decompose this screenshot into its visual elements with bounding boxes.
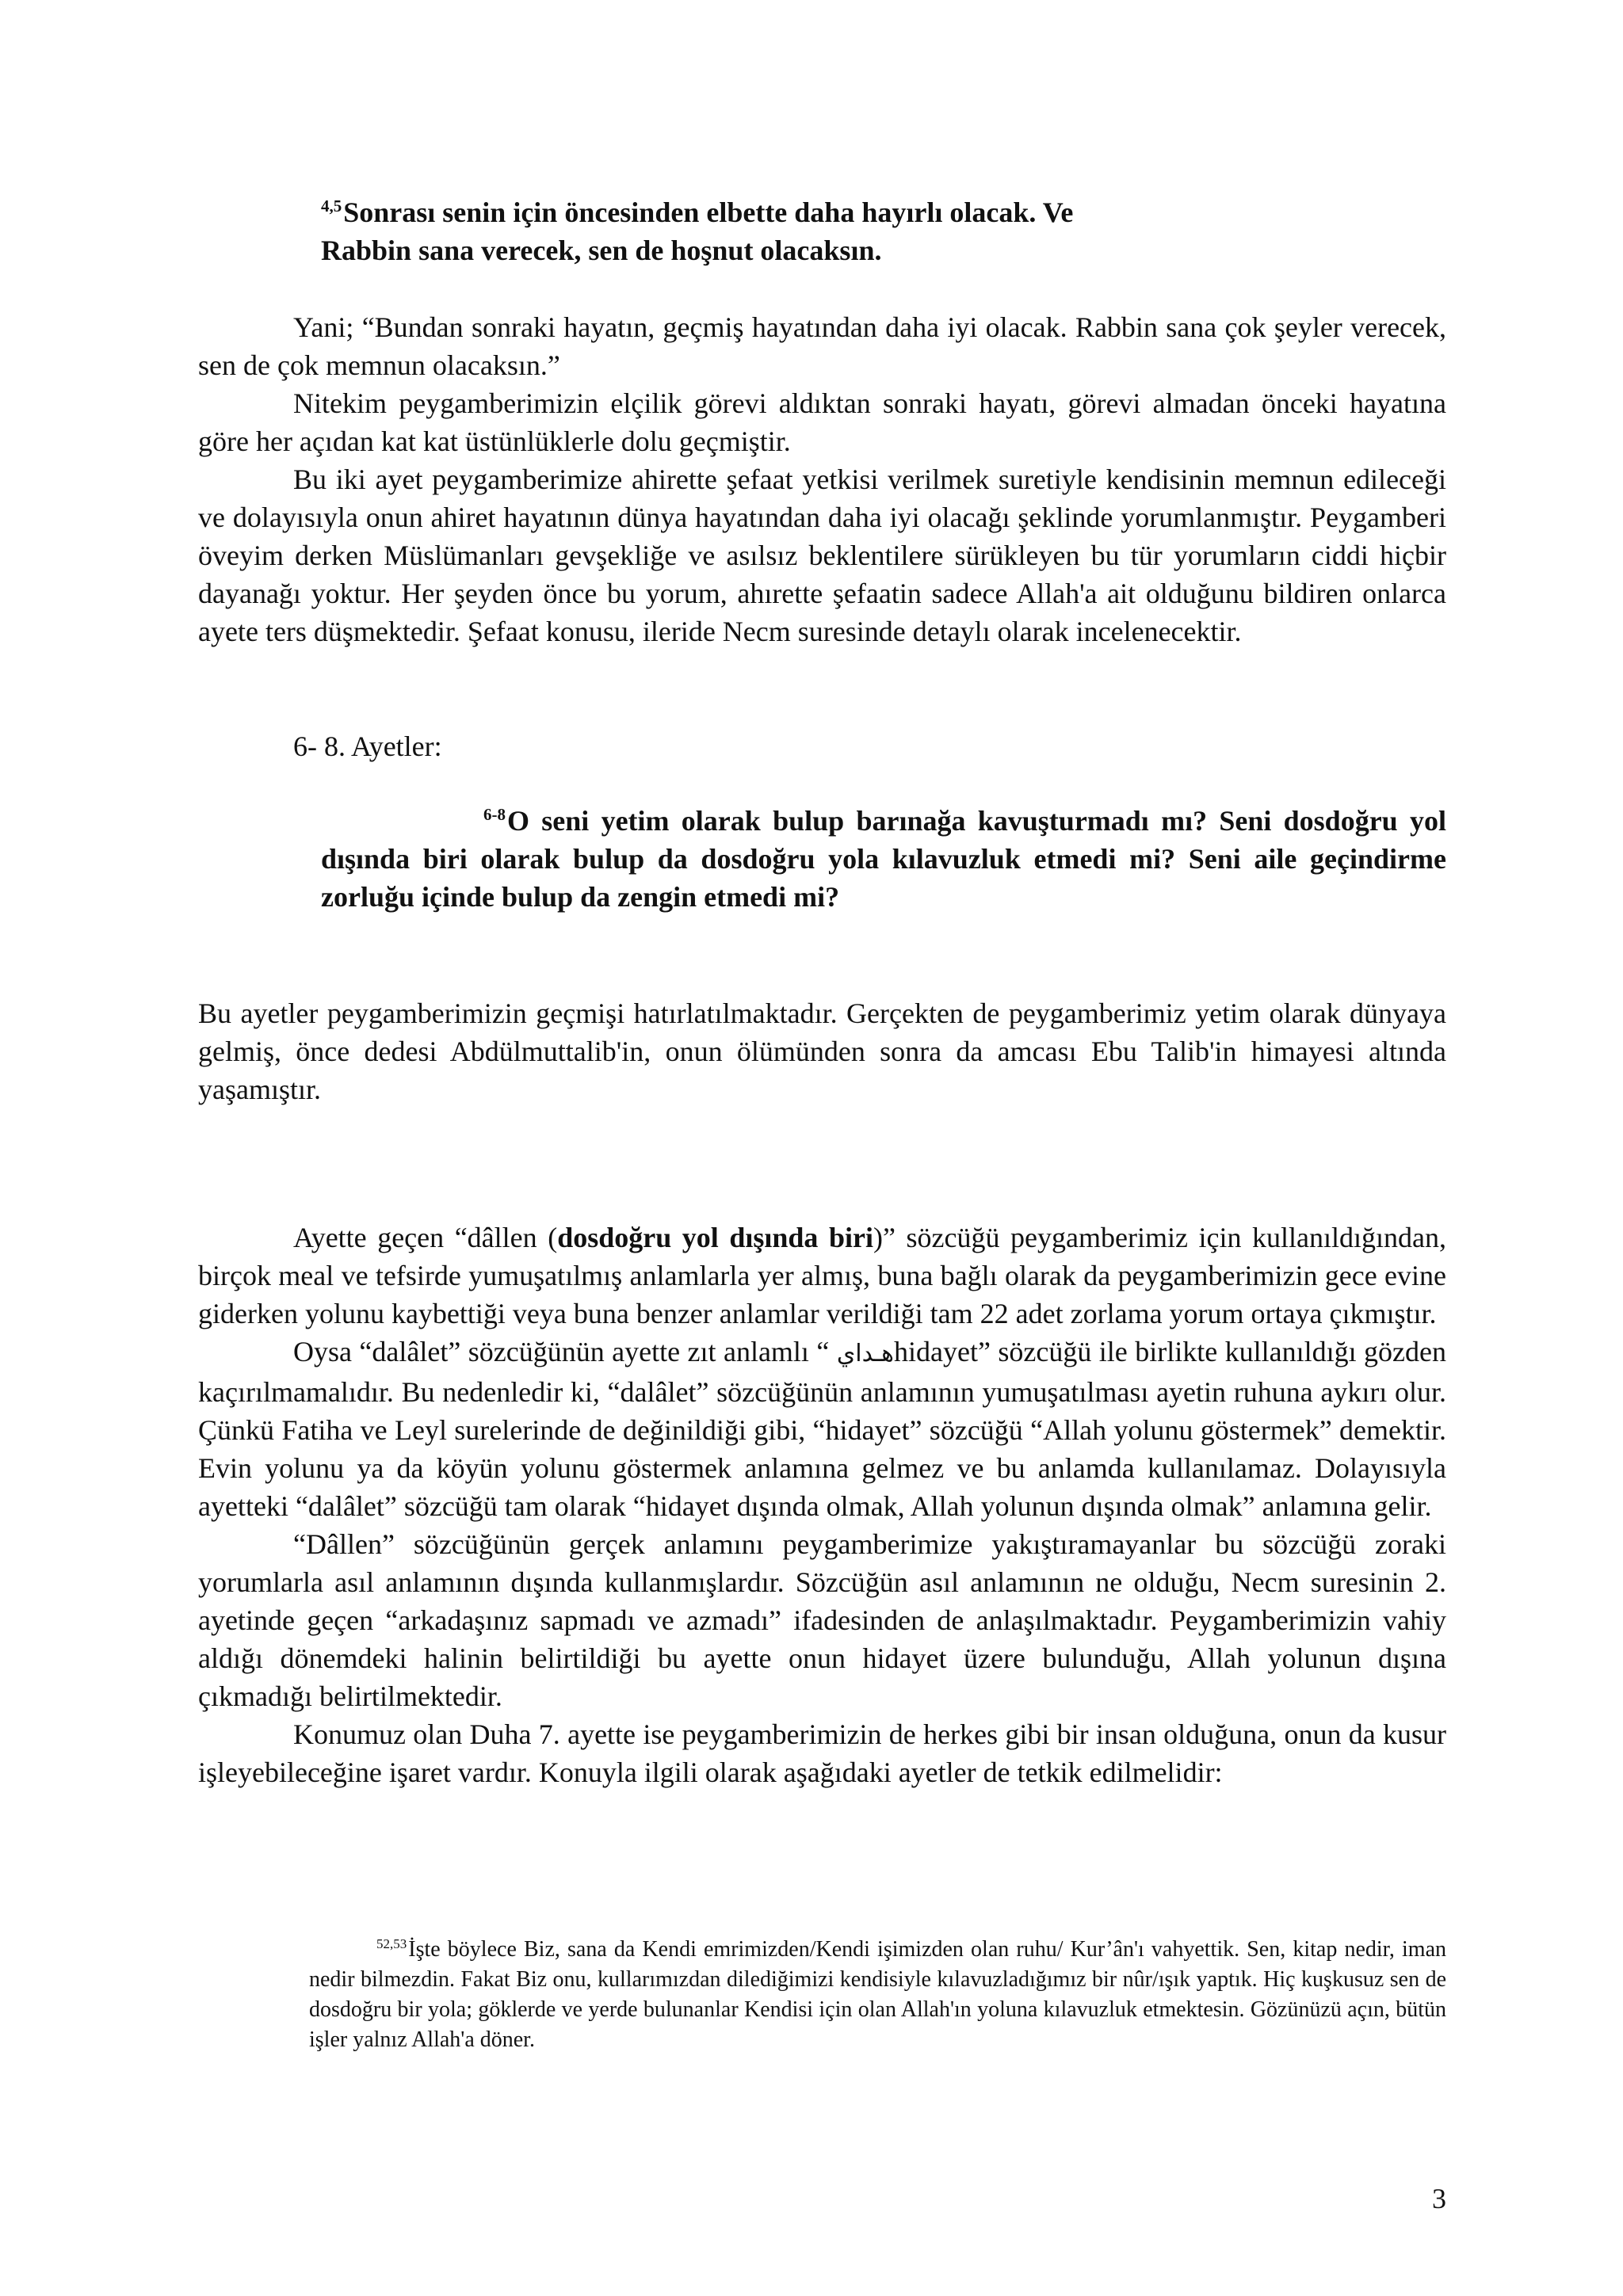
commentary-a xyxy=(198,308,1446,650)
page-number: 3 xyxy=(1432,2183,1446,2214)
paragraph-dallen-sozcugu: “Dâllen” sözcüğünün gerçek anlamını peygamberimize yakıştıramayanlar bu sözcüğü zoraki yorumlarla asıl anlamının dışında kullanmışlardır. Sözcüğün asıl anlamının ne olduğu, Necm suresinin 2. ayetinde geçen “arkadaşınız sapmadı ve azmadı” ifadesinden de anlaşılmaktadır. Peygamberimizin vahiy aldığı dönemdeki halinin belirtildiği bu ayette onun hidayet üzere bulunduğu, Allah yolunun dışına çıkmadığı belirtilmektedir. xyxy=(198,1528,1446,1712)
section-heading: 6- 8. Ayetler: xyxy=(293,730,442,762)
paragraph-bu-ayetler: Bu ayetler peygamberimizin geçmişi hatırlatılmaktadır. Gerçekten de peygamberimiz yetim olarak dünyaya gelmiş, önce dedesi Abdülmuttalib'in, onun ölümünden sonra da amcası Ebu Talib'in himayesi altında yaşamıştır. xyxy=(198,997,1446,1105)
paragraph-dallen: Ayette geçen “dâllen (dosdoğru yol dışında biri)” sözcüğü peygamberimiz için kullanıldığından, birçok meal ve tefsirde yumuşatılmış anlamlarla yer almış, buna bağlı olarak da peygamberimizin gece evine giderken yolunu kaybettiği veya buna benzer anlamlar verildiği tam 22 adet zorlama yorum ortaya çıkmıştır. xyxy=(198,1222,1446,1329)
commentary-b xyxy=(198,994,1446,1108)
verse-6-8-text: O seni yetim olarak bulup barınağa kavuşturmadı mı? Seni dosdoğru yol dışında biri olarak bulup da dosdoğru yola kılavuzluk etmedi mi? Seni aile geçindirme zorluğu içinde bulup da zengin etmedi mi? xyxy=(321,805,1446,913)
verse-6-8 xyxy=(321,802,1446,916)
verse-6-8-ref: 6-8 xyxy=(483,805,506,824)
verse-4-5-ref: 4,5 xyxy=(321,196,342,215)
paragraph-yani: Yani; “Bundan sonraki hayatın, geçmiş hayatından daha iyi olacak. Rabbin sana çok şeyler verecek, sen de çok memnun olacaksın.” xyxy=(198,311,1446,381)
verse-4-5 xyxy=(321,193,1446,269)
quote-52-53 xyxy=(309,1935,1446,2055)
bold-phrase: dosdoğru yol dışında biri xyxy=(557,1222,873,1253)
verse-4-5-line2: Rabbin sana verecek, sen de hoşnut olacaksın. xyxy=(321,235,882,266)
arabic-word: هـداي xyxy=(836,1340,894,1367)
paragraph-bu-iki-ayet: Bu iki ayet peygamberimize ahirette şefaat yetkisi verilmek suretiyle kendisinin memnun edileceği ve dolayısıyla onun ahiret hayatının dünya hayatından daha iyi olacağı şeklinde yorumlanmıştır. Peygamberi öveyim derken Müslümanları gevşekliğe ve asılsız beklentilere sürükleyen bu tür yorumların ciddi hiçbir dayanağı yoktur. Her şeyden önce bu yorum, ahırette şefaatin sadece Allah'a ait olduğunu bildiren onlarca ayete ters düşmektedir. Şefaat konusu, ileride Necm suresinde detaylı olarak incelenecektir. xyxy=(198,463,1446,647)
verse-4-5-line1: $^{4,5}$Sonrası senin için öncesinden elbette daha hayırlı olacak. Ve xyxy=(321,196,1074,228)
commentary-c xyxy=(198,1219,1446,1791)
paragraph-oysa: Oysa “dalâlet” sözcüğünün ayette zıt anlamlı “ هـدايhidayet” sözcüğü ile birlikte kullanıldığı gözden kaçırılmamalıdır. Bu nedenledir ki, “dalâlet” sözcüğünün anlamının yumuşatılması ayetin ruhuna aykırı olur. Çünkü Fatiha ve Leyl surelerinde de değinildiği gibi, “hidayet” sözcüğü “Allah yolunu göstermek” demektir. Evin yolunu ya da köyün yolunu göstermek anlamına gelmez ve bu anlamda kullanılamaz. Dolayısıyla ayetteki “dalâlet” sözcüğü tam olarak “hidayet dışında olmak, Allah yolunun dışında olmak” anlamına gelir. xyxy=(198,1336,1447,1522)
paragraph-konumuz: Konumuz olan Duha 7. ayette ise peygamberimizin de herkes gibi bir insan olduğuna, onun da kusur işleyebileceğine işaret vardır. Konuyla ilgili olarak aşağıdaki ayetler de tetkik edilmelidir: xyxy=(198,1718,1446,1788)
paragraph-nitekim: Nitekim peygamberimizin elçilik görevi aldıktan sonraki hayatı, görevi almadan önceki hayatına göre her açıdan kat kat üstünlüklerle dolu geçmiştir. xyxy=(198,387,1446,457)
quote-52-53-ref: 52,53 xyxy=(376,1936,407,1951)
quote-52-53-text: İşte böylece Biz, sana da Kendi emrimizden/Kendi işimizden olan ruhu/ Kur’ân'ı vahyettik. Sen, kitap nedir, iman nedir bilmezdin. Fakat Biz onu, kullarımızdan dilediğimizi kendisiyle kılavuzladığımız bir nûr/ışık yaptık. Hiç kuşkusuz sen de dosdoğru bir yola; göklerde ve yerde bulunanlar Kendisi için olan Allah'ın yoluna kılavuzluk etmektesin. Gözünüzü açın, bütün işler yalnız Allah'a döner. xyxy=(309,1937,1446,2052)
